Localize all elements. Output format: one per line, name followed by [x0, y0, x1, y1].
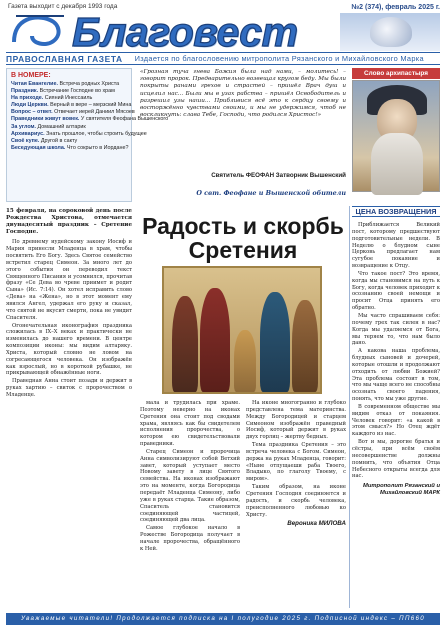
contents-item-text: Домашний алтарик: [36, 123, 86, 130]
contents-item[interactable]: [11, 124, 127, 131]
contents-item-label: На приходе.: [11, 95, 44, 102]
contents-item[interactable]: [11, 116, 169, 123]
contents-item[interactable]: [11, 138, 127, 145]
contents-item-label: Праведники живут вовек.: [11, 116, 80, 123]
contents-item-label: Вопрос – ответ.: [11, 109, 53, 116]
archpastor-word-label: Слово архипастыря: [352, 68, 440, 79]
article-column-4: [352, 222, 440, 497]
article-intro: 15 февраля, на сороковой день после Рождества Христова, отмечается двунадесятый праздник – Сретение Господне.: [6, 208, 132, 236]
contents-item-text: Знать прошлое, чтобы строить будущее: [44, 130, 147, 137]
contents-item-label: Архивариус.: [11, 130, 45, 137]
header-dove-image: [340, 13, 440, 51]
subhead-left: ПРАВОСЛАВНАЯ ГАЗЕТА: [6, 53, 123, 64]
contents-item[interactable]: [11, 109, 135, 116]
contents-item-text: У святителя Феофана Вышенского: [79, 116, 169, 123]
figure-shape: [200, 288, 230, 392]
contents-item-label: Люди Церкви.: [11, 102, 49, 109]
article-column-2: [140, 400, 240, 554]
paragraph: Что такое пост? Это время, когда мы становимся на путь к Богу, когда человек приходит к осознанию своей немощи и просит Отца принять его обратно.: [352, 270, 440, 312]
paragraph: Старец Симеон и пророчица Анна символизируют собой Ветхий завет, который уступает место Новому завету в лице Святого семейства. На иконах изображают это на моменте, когда Богородица передаёт Младенца Симеону, либо уже в руках старца. Такие образом, Спаситель становится соединяющей частицей, соединяющей два лица.: [140, 448, 240, 524]
paragraph: По древнему иудейскому закону Иосиф и Мария принесли Младенца в храм, чтобы посвятить Его Богу. Здесь Святое семейство встретил старец Симеон. За много лет до этого события он переводил текст Священного Писания и усомнился, прочитав фразу «Се Дева во чреве приимет и родит Сына» (Ис. 7:14). Он хотел исправить слово «Дева» на «Жена», но в этот момент ему явился Ангел, удержал его руку и сказал, что святой не вкусит смерти, пока не увидит Спасителя.: [6, 239, 132, 321]
contents-item[interactable]: [11, 145, 127, 152]
contents-item-text: Что сокрыто в Иордане?: [65, 144, 129, 151]
subhead-right: Издается по благословению митрополита Рязанского и Михайловского Марка: [134, 54, 424, 63]
in-this-issue-heading: В НОМЕРЕ:: [11, 72, 51, 79]
quote-block: [140, 69, 346, 197]
contents-item-label: Читая Евангелие.: [11, 81, 58, 87]
paragraph: Огонечательная иконография праздника сложилась в IX–X веках и практически не изменилась до нашего времени. В центре композиции иконы: мы видим алтаряку. Христа, который словно не ловом на согресающегося человека. Он изображён как взрослый, но в короткой рубашке, не прикрывающей обнажённые ноги.: [6, 322, 132, 377]
contents-item-label: Своё купе.: [11, 137, 40, 144]
contents-item-label: Праздник.: [11, 88, 39, 95]
quote-link[interactable]: О свт. Феофане и Вышенской обители: [196, 188, 346, 197]
newspaper-title: Благовест: [72, 9, 298, 55]
contents-item-text: Сияний Инессаиль: [43, 95, 93, 102]
subhead-bar: [6, 52, 440, 65]
figure-shape: [260, 292, 290, 392]
contents-item-text: Встреча родных Христа: [57, 81, 120, 87]
sidebar-signature: Митрополит Рязанский и Михайловский МАРК: [363, 483, 440, 497]
paragraph: Праведная Анна стоит позади и держит в руках хартию – свиток с пророчеством о Младенце.: [6, 378, 132, 398]
figure-shape: [172, 296, 198, 392]
since-note: Газета выходит с декабря 1993 года: [8, 3, 118, 10]
paragraph: Вот и мы, дорогие братья и сёстры, при всём своём несовершенстве должны помнить, что объятия Отца Небесного открыты всегда для нас.: [352, 439, 440, 480]
paragraph: На иконе многогранно и глубоко представлена тема материнства. Между Богородицей и старцем Симеоном изображён праведный Иосиф, который держит в руках двух горлиц – жертву бедных.: [246, 400, 346, 441]
quote-text: «Грозная туча гнева Божия была над нами, – молитесь! – говорит пророк. Предварительно возвещал кругом беду. Мы были покрыты ранами грехов и страстей – пришёл Врач душ и исцелил нас... Были мы в узах рабства – пришёл Освободитель и разрешил узы наши... Прибливися всё это к сердцу своему и восторжённо чувствами своими, и мы не удержимся, чтоб не воскликнуть: слава Тебе, Господи, что родился Христос!»: [140, 69, 346, 119]
dove-icon: [370, 17, 412, 47]
paragraph: мала и трудилась при храме. Поэтому неверно на иконах Сретения она стоит под сводами храма, являясь как бы свидетелем исполнения пророчества, о котором ею свидетельствовали праведники.: [140, 400, 240, 448]
contents-item-text: Другой в сакту: [39, 137, 78, 144]
paragraph: Мы часто спрашиваем себя: почему грех так силен в нас? Когда мы удаляемся от Бога, мы теряем то, что нам было дано.: [352, 312, 440, 347]
contents-item[interactable]: [11, 130, 147, 138]
quote-signature: Святитель ФЕОФАН Затворник Вышенский: [211, 171, 346, 179]
contents-item-label: Беседующая школа.: [11, 144, 66, 151]
contents-item-text: Верный в вере – мерзский Мина: [48, 102, 132, 109]
article-column-1: [6, 208, 132, 400]
subscription-footer: Уважаемые читатели! Продолжается подписка на I полугодие 2025 г. Подписной индекс – ПП660: [6, 613, 440, 625]
paragraph: Приближается Великий пост, которому предшествуют подготовительные недели. В Неделю о блудном сыне Церковь предлагает нам сугубое покаяние и возвращение к Отцу.: [352, 222, 440, 270]
paragraph: В современном обществе мы видим отказ от покаяния. Человек говорит: «а какой в этом смысл?» Но Отец ждёт каждого из нас.: [352, 403, 440, 438]
article-column-3: [246, 400, 346, 528]
sidebar-article-title: ЦЕНА ВОЗВРАЩЕНИЯ: [352, 206, 440, 217]
masthead: [6, 9, 336, 55]
contents-item-text: Отвечает иерей Даниил Мясоев: [52, 109, 135, 116]
candlemas-icon-image: [162, 266, 322, 394]
beard-shape: [371, 133, 423, 195]
column-divider: [349, 206, 350, 608]
paragraph: Тема праздника Сретения – это встреча человека с Богом. Симеон, держа на руках Младенца, говорит: «Ныне отпущаеши раба Твоего, Владыко, по глаголу Твоему, с миром».: [246, 442, 346, 483]
contents-item-label: За углом.: [11, 123, 37, 130]
in-this-issue-box: [6, 68, 169, 202]
figure-shape: [234, 330, 256, 392]
metropolitan-portrait: [352, 80, 440, 192]
main-headline: Радость и скорбь Сретения: [142, 213, 344, 263]
paragraph: А какова наша проблема, блудных сыновей и дочерей, которые отошли и продолжают отходить от любви Божией? Эта проблема состоит в том, что мы чаще всего не способны осознать своего падения, понять, что мы уже другие.: [352, 348, 440, 403]
issue-number: №2 (374), февраль 2025 г.: [351, 4, 440, 11]
paragraph: Самое глубокое начало в Рожестве Богородица получает в начале пророчества, обращённого к Ней.: [140, 525, 240, 552]
paragraph: Таким образом, на иконе Сретения Господня соединяется и радость, и скорбь человека, преисполненного любовью ко Христу.: [246, 484, 346, 518]
contents-item-text: Встречание Господне во храм: [38, 88, 115, 95]
figure-shape: [292, 300, 318, 392]
contents-item[interactable]: [11, 81, 127, 88]
article-author: Вероника МИЛОВА: [287, 520, 346, 528]
